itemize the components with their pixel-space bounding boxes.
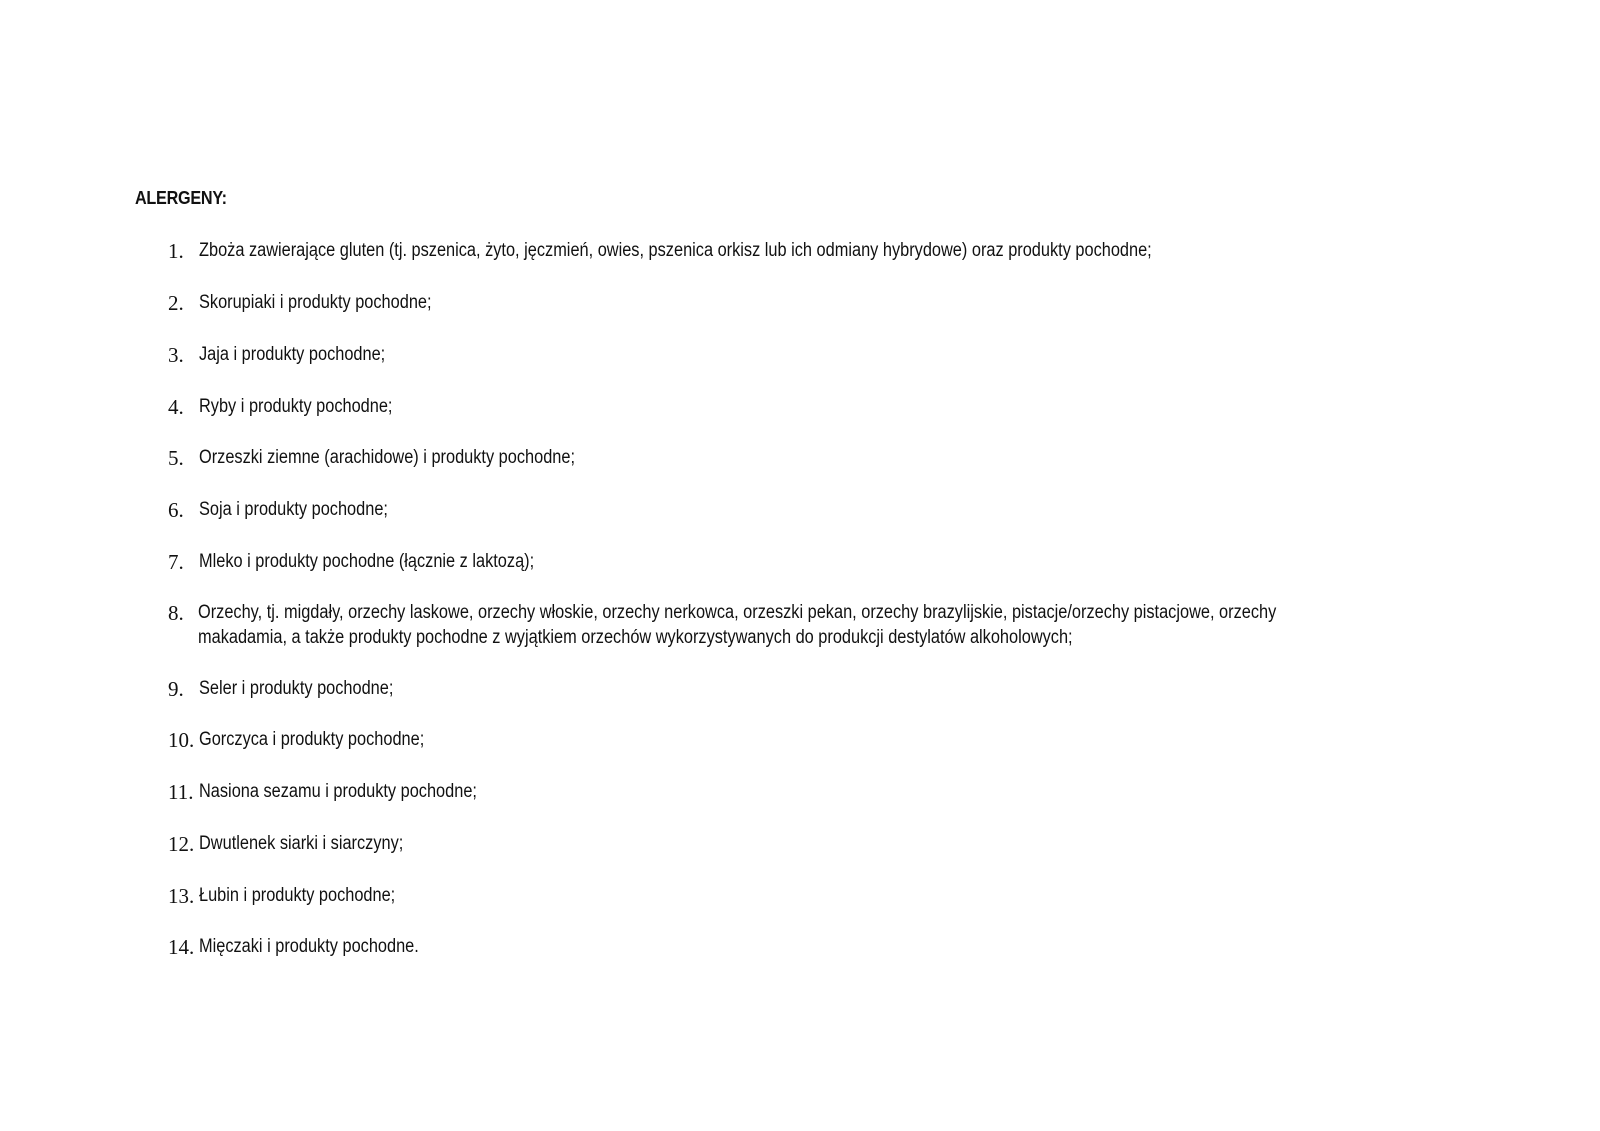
list-item-number: 3.	[168, 343, 184, 367]
list-item	[168, 394, 1468, 420]
list-item-text: Mięczaki i produkty pochodne.	[199, 936, 420, 957]
list-item-number: 1.	[168, 239, 184, 263]
list-item-text: Gorczyca i produkty pochodne;	[199, 729, 425, 750]
list-item-text: Soja i produkty pochodne;	[199, 499, 389, 520]
list-item	[168, 727, 1468, 753]
list-item-text: Dwutlenek siarki i siarczyny;	[199, 833, 404, 854]
list-item-number: 13.	[168, 884, 195, 908]
list-item-number: 2.	[168, 291, 184, 315]
list-item-number: 9.	[168, 677, 184, 701]
list-item-number: 7.	[168, 550, 184, 574]
list-item	[168, 342, 1468, 368]
list-item-number: 8.	[168, 601, 184, 625]
list-item-number: 11.	[168, 780, 194, 804]
list-item-text: Skorupiaki i produkty pochodne;	[199, 292, 432, 313]
list-item-number: 12.	[168, 832, 195, 856]
list-item-text: Zboża zawierające gluten (tj. pszenica, żyto, jęczmień, owies, pszenica orkisz lub ich odmiany hybrydowe) oraz produkty pochodne;	[199, 240, 1152, 261]
list-item	[168, 934, 1468, 960]
list-item	[168, 238, 1468, 264]
page-title: ALERGENY:	[135, 188, 227, 208]
list-item	[168, 883, 1468, 909]
list-item-number: 6.	[168, 498, 184, 522]
list-item-text: Seler i produkty pochodne;	[199, 678, 394, 699]
list-item-number: 5.	[168, 446, 184, 470]
list-item-number: 14.	[168, 935, 195, 959]
list-item-text: Mleko i produkty pochodne (łącznie z laktozą);	[199, 551, 535, 572]
list-item-number: 10.	[168, 728, 195, 752]
list-item	[168, 497, 1468, 523]
list-item	[168, 445, 1468, 471]
list-item	[168, 549, 1468, 575]
list-item-text: Łubin i produkty pochodne;	[199, 885, 396, 906]
list-item	[168, 831, 1468, 857]
list-item-text: Orzeszki ziemne (arachidowe) i produkty pochodne;	[199, 447, 576, 468]
list-item-text: Nasiona sezamu i produkty pochodne;	[199, 781, 478, 802]
list-item-text: Ryby i produkty pochodne;	[199, 396, 393, 417]
list-item-text: Jaja i produkty pochodne;	[199, 344, 386, 365]
list-item	[168, 676, 1468, 702]
list-item	[168, 779, 1468, 805]
list-item	[168, 600, 1468, 650]
list-item-number: 4.	[168, 395, 184, 419]
list-item	[168, 290, 1468, 316]
list-item-text: Orzechy, tj. migdały, orzechy laskowe, orzechy włoskie, orzechy nerkowca, orzeszki pekan, orzechy brazylijskie, pistacje/orzechy pistacjowe, orzechy makadamia, a także produkty pochodne z wyjątkiem orzechów wykorzystywanych do produkcji destylatów alkoholowych;	[197, 602, 1277, 648]
